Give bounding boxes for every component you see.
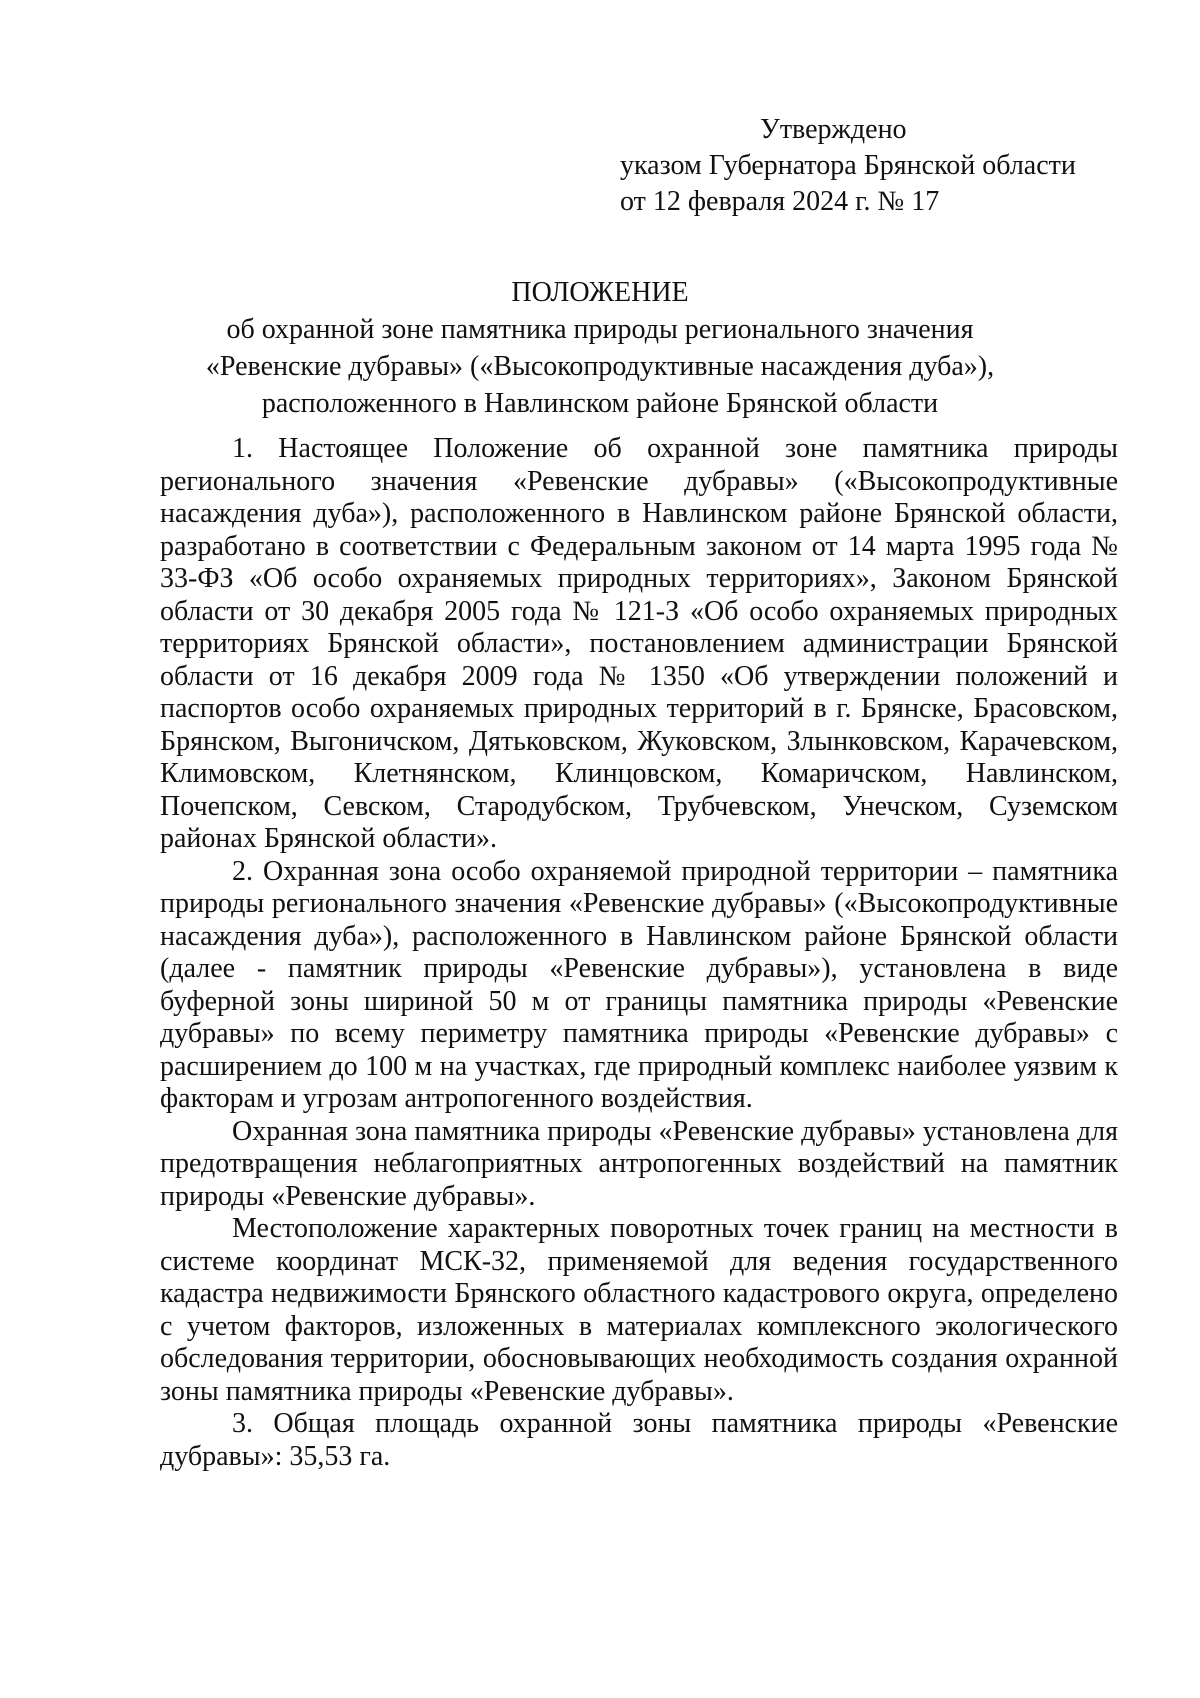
approval-line-decree: указом Губернатора Брянской области bbox=[620, 150, 1076, 181]
document-subtitle-line: расположенного в Навлинском районе Брянской области bbox=[261, 388, 939, 419]
document-heading bbox=[160, 274, 1040, 422]
document-subtitle-line: об охранной зоне памятника природы регионального значения bbox=[226, 314, 974, 345]
approval-line-date-number: от 12 февраля 2024 г. № 17 bbox=[620, 186, 940, 217]
paragraph-2-location: Местоположение характерных поворотных точек границ на местности в системе координат МСК-32, применяемой для ведения государственного кадастра недвижимости Брянского областного кадастрового округа, определено с учетом факторов, изложенных в материалах комплексного экологического обследования территории, обосновывающих необходимость создания охранной зоны памятника природы «Ревенские дубравы». bbox=[160, 1213, 1118, 1407]
document-subtitle-line: «Ревенские дубравы» («Высокопродуктивные насаждения дуба»), bbox=[205, 351, 995, 382]
paragraph-3: 3. Общая площадь охранной зоны памятника природы «Ревенские дубравы»: 35,53 га. bbox=[160, 1408, 1118, 1472]
approval-stamp bbox=[620, 112, 1100, 220]
document-body bbox=[160, 433, 1118, 1473]
approval-line-approved: Утверждено bbox=[760, 114, 907, 145]
paragraph-1: 1. Настоящее Положение об охранной зоне памятника природы регионального значения «Ревенские дубравы» («Высокопродуктивные насаждения дуба»), расположенного в Навлинском районе Брянской области, разработано в соответствии с Федеральным законом от 14 марта 1995 года № 33-ФЗ «Об особо охраняемых природных территориях», Законом Брянской области от 30 декабря 2005 года № 121-З «Об особо охраняемых природных территориях Брянской области», постановлением администрации Брянской области от 16 декабря 2009 года № 1350 «Об утверждении положений и паспортов особо охраняемых природных территорий в г. Брянске, Брасовском, Брянском, Выгоничском, Дятьковском, Жуковском, Злынковском, Карачевском, Климовском, Клетнянском, Клинцовском, Комаричском, Навлинском, Почепском, Севском, Стародубском, Трубчевском, Унечском, Суземском районах Брянской области». bbox=[160, 433, 1118, 854]
paragraph-2-purpose: Охранная зона памятника природы «Ревенские дубравы» установлена для предотвращения неблагоприятных антропогенных воздействий на памятник природы «Ревенские дубравы». bbox=[160, 1115, 1118, 1212]
document-title: ПОЛОЖЕНИЕ bbox=[511, 277, 689, 308]
paragraph-2: 2. Охранная зона особо охраняемой природной территории – памятника природы регионального значения «Ревенские дубравы» («Высокопродуктивные насаждения дуба»), расположенного в Навлинском районе Брянской области (далее - памятник природы «Ревенские дубравы»), установлена в виде буферной зоны шириной 50 м от границы памятника природы «Ревенские дубравы» по всему периметру памятника природы «Ревенские дубравы» с расширением до 100 м на участках, где природный комплекс наиболее уязвим к факторам и угрозам антропогенного воздействия. bbox=[160, 855, 1118, 1114]
